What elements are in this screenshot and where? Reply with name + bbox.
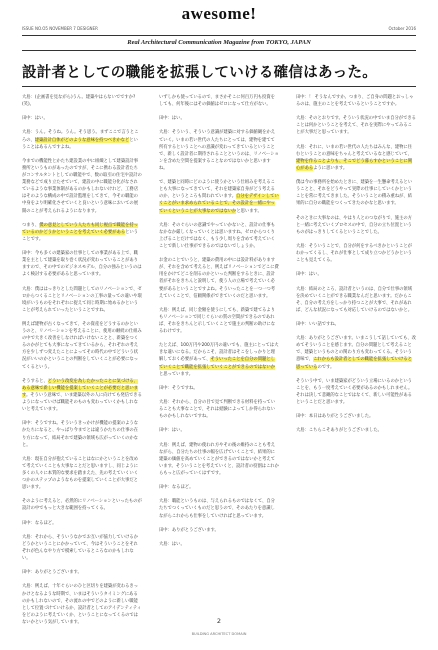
paragraph-text: 大島：はい。 [159,541,185,547]
article-paragraph [22,378,142,413]
issue-month: October 2016 [388,26,416,31]
article-paragraph [159,527,279,534]
article-paragraph [296,94,416,108]
paragraph-text: そうすると、 [22,378,48,384]
paragraph-text: たとえば、100万円や200万円の違いでも、施主にとっては大きな違いになる。だからこそ、設計者はそこをしっかりと理解しておく必要があって、 [159,343,279,363]
article-paragraph [22,158,142,215]
paragraph-text: 田中：はい。 [296,272,322,278]
paragraph-text: 大島：例えば、十年ぐらいのひと区切りを建築が変わるきっかけとなるような時期で、いまはそういうタイミングにあるのかもしれないので、その流れの中でどのように新しい職能として位置づけていけるか、設計者としてのアイデンティティをどのように考えていくか、ということになってくるのではないかという気がしています。 [22,584,142,625]
paragraph-text: そのように考えると、必然的にリノベーションといったものが設計の中でもっと大きな範囲を持ってくる。 [22,499,142,512]
article-paragraph [22,222,142,243]
article-paragraph [296,427,416,434]
article-paragraph [159,307,279,335]
article-paragraph [22,569,142,576]
highlighted-text: 僕の意見としていう人たちも同じ視点で職能を持っているのかどうかということを考えていく必要がある [22,222,139,235]
paragraph-text-after: のです。 [317,364,335,370]
article-paragraph [159,498,279,519]
paragraph-text: 大島：それに、いまの若い世代の人たちはみんな、建物に住むということの意味をちゃんと考えているなと感じていて、 [296,144,413,157]
article-paragraph [22,456,142,491]
paragraph-text: 大島：そういうことで、自分が何をするべきかということがわかってくるし、それが仕事として成り立つかどうかということも見えてくる。 [296,243,413,264]
paragraph-text: 大島：そのとおりです。そういう状況の中でいま自分ができることは何かということを考えて、それを実際にやってみることが大事だと思っています。 [296,116,416,136]
paragraph-text: 田中：ありがとうございます。 [159,527,219,533]
magazine-tagline: Real Architectural Communication Magazine from TOKYO, JAPAN [127,39,311,46]
article-paragraph [296,378,416,406]
article-paragraph [159,179,279,214]
article-paragraph [22,520,142,527]
paragraph-text-after: ということです。 [22,229,139,242]
paragraph-text-after: と思っています。 [159,371,194,377]
article-paragraph [296,179,416,207]
paragraph-text: で、建築と同時にどのように使うかという仕組みを考えることも大事になってきていて、それを建築家自身がどう考えるのか、というところも問われています。 [159,180,275,200]
paragraph-text-after: ように思います。 [313,165,348,171]
paragraph-text: 田中：そうですね。 [159,385,198,391]
page-number: 2 [216,617,222,625]
paragraph-text: そのときに大事なのは、やはり人とのつながりで、施主の方と一緒に考えていくプロセスの中で、自分の立ち位置というものがはっきりしてくるということでした。 [296,215,412,235]
article-paragraph [296,335,416,370]
text-column-1 [22,94,142,625]
article-paragraph [296,286,416,314]
paragraph-text: 田中：なるほど。 [22,520,57,526]
article-paragraph [159,442,279,477]
highlighted-text: どういう改変を為したかったことに気づける、ある意味で新しい機能を提案していくことが必要だと思います [22,378,139,398]
highlighted-text: 自分をデザインしていくことがいま求められていることで、その設計を一緒にやっていくということが大事なのではないか [159,194,279,214]
paragraph-text: 田中：なるほど。 [159,485,194,491]
article-paragraph [296,271,416,278]
paragraph-text: 大島：ありがとうございます。いまこうして話していても、改めてそういうことを感じます。自分の問題として考えることで、建築というものとの関わり方も変わってくる。そういう意味で、 [296,336,416,363]
paragraph-text: 大島：僕ははっきりとした問題としてのリノベーションで、ゼロからつくることとリノベーションの工事の量っての違いや環境がいうものをそれぞれに捉えて同じ時期に始めるかということが考えられていったということですね。 [22,286,142,313]
paragraph-text: 大島：現在自分が抱えていることはなにかということを改めて考えていくことも大事なことだと思いますし、同じように多くの人々に本質的な要求を踏まえた、先の考えていくいくつかのステップのようなものを提案していくことが大事だと思います。 [22,456,139,491]
paragraph-text: 僕は今の事務所を始めたときに、建築を一生懸命考えるということと、それをどうやって実際の仕事にしていくかということを常に考えてきました。そういうことの積み重ねが、結果的に自分の職能をつくってきたのかなと思います。 [296,180,413,207]
paragraph-text: 大島：結局のところ、設計者というのは、自分で仕事の領域を決めていくことができる職業なんだと思います。だからこそ、自分の考え方をしっかり持つことが大事で、それがあれば、どんな状況になっても対応していけるのではないかと。 [296,286,413,313]
article-paragraph [159,385,279,392]
paragraph-text: 大島：こちらこそありがとうございました。 [296,428,382,434]
paragraph-text: 田中：はい。 [22,116,48,122]
article-paragraph [22,420,142,448]
paragraph-text: つまり、 [22,222,40,228]
article-paragraph [296,243,416,264]
article-paragraph [159,484,279,491]
paragraph-text: いずしかも使っているので、まさかそこに何百万円も投資をしても、何年後にはその価値はゼロになって仕方がない。 [159,95,275,108]
magazine-title: awesome! [181,4,257,23]
paragraph-text: 例えば建物が古くなってきて、その資産をどうするのかというのと、リノベーションを考えることに、使用の継続の仕組みの中で大きく改善をしなければいけないことと、新築をつくるのかがとても大事になってきているから、それぞれの考え方を少しずつ変えたことによってその時代の中でどういう状況がいいのかということの判断をしていくことが必要になってくるという。 [22,322,142,370]
article-paragraph [296,413,416,420]
article-paragraph [159,541,279,548]
paragraph-text: 大島：職能というものは、与えられるものではなくて、自分たちでつくっていくものだと思うので、そのあたりを意識しながらこれからも仕事をしていければと思っています。 [159,499,275,519]
article-paragraph [22,129,142,150]
paragraph-text: 田中：本日はありがとうございました。 [296,414,374,420]
paragraph-text: 田中：ありがとうございます。 [22,570,82,576]
highlighted-text: そういったことを自分の問題としていくことで職能を拡張していくことができるのではないか [159,357,276,370]
article-paragraph [296,144,416,172]
paragraph-text: 田中：いい話ですね。 [296,322,339,327]
article-paragraph [159,129,279,172]
paragraph-text: 今までの機能性とかたち建設業の中に組織として建築設計事務所というものがあったのですが、そこに携わる設計者たちがコンサルタントとしての職能やで、数の取引の住宅や設計の業務などで成り立たせていて、建設の中に職能分化がなされているような事業体制があるのかもしれないけれど、工務店はそのような構成の中で設計監理をしてきて、今その職能の中身をより明確化させていくと良いという意味においての展開のことが考えられるようになります。 [22,158,142,214]
paragraph-text: 大島：例えば、同じ金額を使うにしても、新築で建てるよりもリノベーションで同じぐらいの質の空間ができるのであれば、それをきちんと示していくことで施主の判断の助けになるわけです。 [159,307,276,335]
headline-divider [22,86,416,87]
issue-meta-row [22,26,416,36]
article-paragraph [159,115,279,122]
paragraph-text: そういう中で、いま建築家がどういう立場にいるのかということを、もう一度考えていく必要があるのかもしれません。それは決して悲観的なことではなくて、新しい可能性があるということだと思います。 [296,378,413,406]
issue-line: ISSUE NO.O5 NOVEMBER 7 DESIGNER [22,26,98,31]
paragraph-text: 田中：はい。 [159,116,185,122]
article-paragraph [159,94,279,108]
paragraph-text: 田中：！ そうなんですか。つまり、ご自身の問題とおっしゃるのは、施主のことを考えているということですか。 [296,95,414,108]
highlighted-text: 建築設計自体がどのような意味を持つべきかなど [34,137,130,143]
article-paragraph [159,222,279,250]
paragraph-text: 大島：それから、そういうなかでお互いが協力していけるかどうかということにかかっていて、今はそういうことをそれぞれが色んなやり方で模索しているところなのかもしれない。 [22,534,139,562]
paragraph-text-after: 。そういう意味で、いま建築以外の人に向けても発信できるようになっていけば職能そのものも変わっていくかもしれないと考えています。 [22,392,142,413]
paragraph-text-after: ということはあるんですよね。 [22,137,138,150]
article-paragraph [296,115,416,136]
paragraph-text: 大島：うん。そうね。うん。そう思う。まずここで言うところの、 [22,130,139,143]
article-paragraph [159,399,279,420]
article-paragraph [296,321,416,328]
article-paragraph [22,286,142,314]
highlighted-text: これからも設計者としての職能を拡張していけると思っている [296,357,412,370]
article-paragraph [296,215,416,236]
text-column-2 [159,94,279,616]
paragraph-text: 大島：例えば、建物の使われ方やその後の維持のことも考えながら、自分たちの仕事の幅を広げていくことで、結果的に建築の価値を高めていくことができるのではないかと考えています。そういうことを考えていくと、設計者の役割はこれからもっと広がっていくはずです。 [159,442,279,476]
paragraph-text-after: と思います。 [236,208,262,214]
article-paragraph [159,427,279,434]
paragraph-text: 田中：今も多くの建築家の仕事としての事業がある上で、職業を主として建築を取り巻く状況が変わっていることがありますので、その中でのビジネスモデル、自分の強みというのはよく検討する必要があると思っています。 [22,251,142,278]
paragraph-text: 田中：はい。 [159,428,185,434]
article-paragraph [22,250,142,278]
paragraph-text: お金のことでいうと、建築の費用の中には設計料がありますが、それを含めて考えると、例えばリノベーションでどこに費用をかけてどこを削るのかといった判断をするときに、設計者がそれをきちんと説明して、使う人の立場で考えていく必要があるということですよね。そういったことを一つ一つ考えていくことで、信頼関係ができていくのだと思います。 [159,258,279,299]
tagline-divider [22,50,416,51]
highlighted-text: 建物を作ることよりも、そこでどう暮らすかということに関心がある [296,158,413,171]
article-paragraph [159,257,279,300]
paragraph-text: 田中：そうですね。そういうきっかけが機能の提案のようなかたちになると、やっぱり今までとは違うかたちの仕事の在り方になって、結局それで建築の領域も広がっていくのかなと。 [22,421,139,448]
article-paragraph [159,342,279,377]
article-paragraph [22,534,142,562]
article-paragraph [22,115,142,122]
paragraph-text: 大島：そういう、そういう意識が建築に対する価値観をかえていく。いまの若い世代の人たちにとっては、建物を建てて所有するということへの意識が変わってきているということで、新しく設計者に期待されることというのは、リノベーションを含めた空間を提案することなのではないかと思いますね。 [159,130,279,171]
article-paragraph [22,94,142,108]
text-column-3 [296,94,416,616]
paragraph-text: 大島：それから、自分の目で見て判断できる材料を持っていることも大事なことで、それは経験によってしか得られないものかもしれないですね。 [159,400,276,420]
page-footer: BUILDING ARCHITECT DOMAIN [191,632,247,636]
article-paragraph [22,498,142,512]
article-body [22,94,416,625]
paragraph-text: 大島：(企画書を見ながら)うん。建築やはらないでですか?(笑)。 [22,95,136,108]
paragraph-text: 大島：そのぐらいの意識でやっていかないと、設計の仕事もなかなか厳しくなっていくとは思いますね。ゼロからつくり上げることだけではなく、もう少し周りを含めて考えていくことで新しい仕事ができるのではないでしょうか。 [159,222,276,249]
article-paragraph [22,321,142,371]
article-headline: 設計者としての職能を拡張していける確信はあった。 [22,65,378,81]
